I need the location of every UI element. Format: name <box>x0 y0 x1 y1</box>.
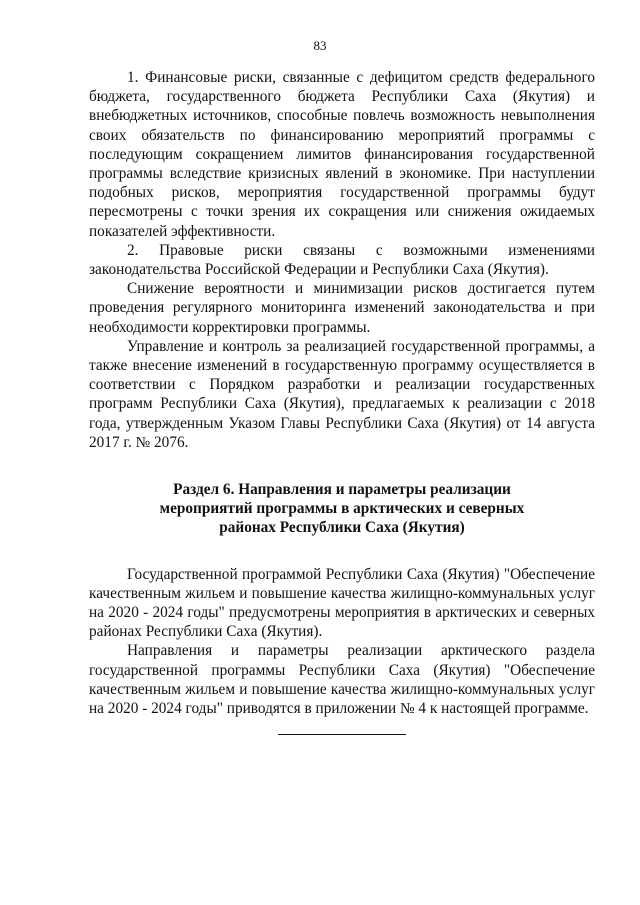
page-number: 83 <box>313 38 327 53</box>
section-title <box>89 480 595 538</box>
paragraph-legal-risks: 2. Правовые риски связаны с возможными изменениями законодательства Российской Федерации и Республики Саха (Якутия). <box>89 241 595 279</box>
end-divider-line <box>278 734 406 735</box>
document-body <box>89 68 595 718</box>
paragraph-management-control: Управление и контроль за реализацией государственной программы, а также внесение изменений в государственную программу осуществляется в соответствии с Порядком разработки и реализации государственных программ Республики Саха (Якутия), предлагаемых к реализации с 2018 года, утвержденным Указом Главы Республики Саха (Якутия) от 14 августа 2017 г. № 2076. <box>89 337 595 451</box>
paragraph-financial-risks: 1. Финансовые риски, связанные с дефицитом средств федерального бюджета, государственного бюджета Республики Саха (Якутия) и внебюджетных источников, способные повлечь возможность невыполнения своих обязательств по финансированию мероприятий программы с последующим сокращением лимитов финансирования государственной программы вследствие кризисных явлений в экономике. При наступлении подобных рисков, мероприятия государственной программы будут пересмотрены с точки зрения их сокращения или снижения ожидаемых показателей эффективности. <box>89 69 595 240</box>
section-title-line: Раздел 6. Направления и параметры реализации <box>173 481 511 499</box>
section-title-line: мероприятий программы в арктических и северных <box>159 500 525 518</box>
paragraph-arctic-measures: Государственной программой Республики Саха (Якутия) "Обеспечение качественным жильем и повышение качества жилищно-коммунальных услуг на 2020 - 2024 годы" предусмотрены мероприятия в арктических и северных районах Республики Саха (Якутия). <box>89 565 595 641</box>
spacer <box>89 538 595 565</box>
section-title-line: районах Республики Саха (Якутия) <box>219 519 465 537</box>
paragraph-arctic-appendix: Направления и параметры реализации арктического раздела государственной программы Республики Саха (Якутия) "Обеспечение качественным жильем и повышение качества жилищно-коммунальных услуг на 2020 - 2024 годы" приводятся в приложении № 4 к настоящей программе. <box>89 642 595 718</box>
paragraph-risk-mitigation: Снижение вероятности и минимизации рисков достигается путем проведения регулярного мониторинга изменений законодательства и при необходимости корректировки программы. <box>89 280 595 336</box>
